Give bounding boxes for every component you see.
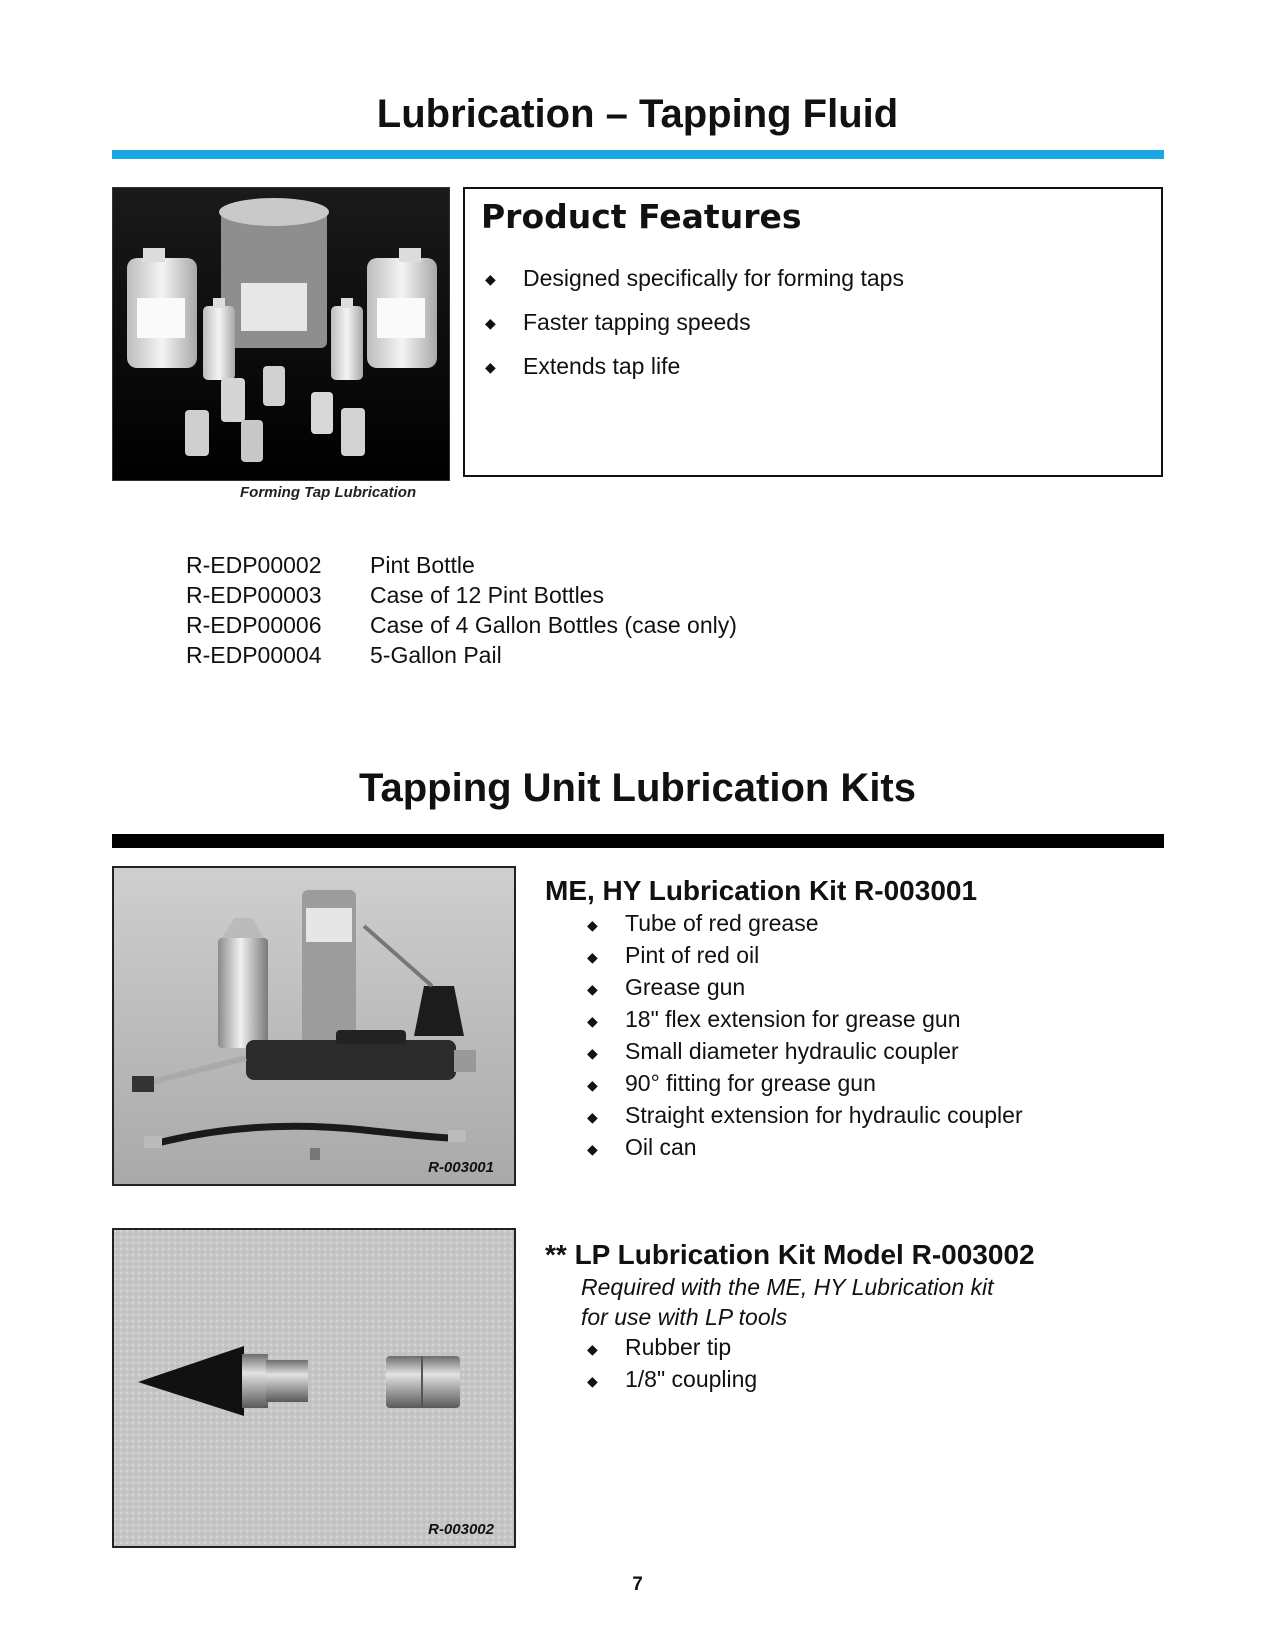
diamond-bullet-icon: ◆ [587, 1341, 598, 1357]
part-code: R-EDP00002 [186, 552, 322, 578]
diamond-bullet-icon: ◆ [587, 1013, 598, 1029]
table-row [186, 550, 737, 580]
table-row [186, 610, 737, 640]
photo-label: R-003002 [428, 1521, 494, 1538]
diamond-bullet-icon: ◆ [587, 917, 598, 933]
list-item: ◆ Designed specifically for forming taps [485, 265, 904, 291]
product-features-box [463, 187, 1163, 477]
kit2-note-line: Required with the ME, HY Lubrication kit [581, 1274, 994, 1300]
kit1-photo [112, 866, 516, 1186]
diamond-bullet-icon: ◆ [587, 1141, 598, 1157]
kit1-details [545, 874, 1023, 1164]
kit2-note-line: for use with LP tools [581, 1304, 788, 1330]
section-rule [112, 834, 1164, 848]
kit1-items [545, 908, 1023, 1164]
list-item: ◆ 1/8" coupling [587, 1364, 1035, 1396]
page-number: 7 [632, 1574, 643, 1595]
list-item: ◆ Oil can [587, 1132, 1023, 1164]
section-title-lubrication-kits: Tapping Unit Lubrication Kits [359, 766, 916, 810]
part-code: R-EDP00003 [186, 582, 322, 608]
part-description: Case of 12 Pint Bottles [370, 582, 604, 608]
kit2-items [545, 1332, 1035, 1396]
part-description: 5-Gallon Pail [370, 642, 502, 668]
diamond-bullet-icon: ◆ [587, 1045, 598, 1061]
tapping-fluid-photo [112, 187, 450, 481]
kit1-title: ME, HY Lubrication Kit R-003001 [545, 875, 978, 906]
section-title-tapping-fluid: Lubrication – Tapping Fluid [376, 92, 899, 136]
list-item: ◆ Pint of red oil [587, 940, 1023, 972]
photo-caption: Forming Tap Lubrication [240, 484, 417, 501]
features-list [485, 265, 904, 397]
kit2-details [545, 1238, 1035, 1396]
diamond-bullet-icon: ◆ [485, 315, 496, 331]
part-code: R-EDP00004 [186, 642, 322, 668]
table-row [186, 640, 737, 670]
part-code: R-EDP00006 [186, 612, 322, 638]
part-description: Case of 4 Gallon Bottles (case only) [370, 612, 737, 638]
list-item: ◆ 90° fitting for grease gun [587, 1068, 1023, 1100]
list-item: ◆ Rubber tip [587, 1332, 1035, 1364]
diamond-bullet-icon: ◆ [485, 271, 496, 287]
list-item: ◆ Small diameter hydraulic coupler [587, 1036, 1023, 1068]
list-item: ◆ Extends tap life [485, 353, 681, 379]
diamond-bullet-icon: ◆ [587, 949, 598, 965]
kit2-title: ** LP Lubrication Kit Model R-003002 [545, 1239, 1035, 1270]
accent-rule [112, 150, 1164, 159]
table-row [186, 580, 737, 610]
diamond-bullet-icon: ◆ [485, 359, 496, 375]
parts-list [186, 550, 737, 670]
diamond-bullet-icon: ◆ [587, 1077, 598, 1093]
diamond-bullet-icon: ◆ [587, 1109, 598, 1125]
diamond-bullet-icon: ◆ [587, 981, 598, 997]
list-item: ◆ Straight extension for hydraulic coupler [587, 1100, 1023, 1132]
diamond-bullet-icon: ◆ [587, 1373, 598, 1389]
kit2-photo [112, 1228, 516, 1548]
part-description: Pint Bottle [370, 552, 475, 578]
list-item: ◆ Faster tapping speeds [485, 309, 751, 335]
features-heading: Product Features [481, 197, 802, 236]
photo-label: R-003001 [428, 1159, 494, 1176]
list-item: ◆ Tube of red grease [587, 908, 1023, 940]
list-item: ◆ 18" flex extension for grease gun [587, 1004, 1023, 1036]
list-item: ◆ Grease gun [587, 972, 1023, 1004]
